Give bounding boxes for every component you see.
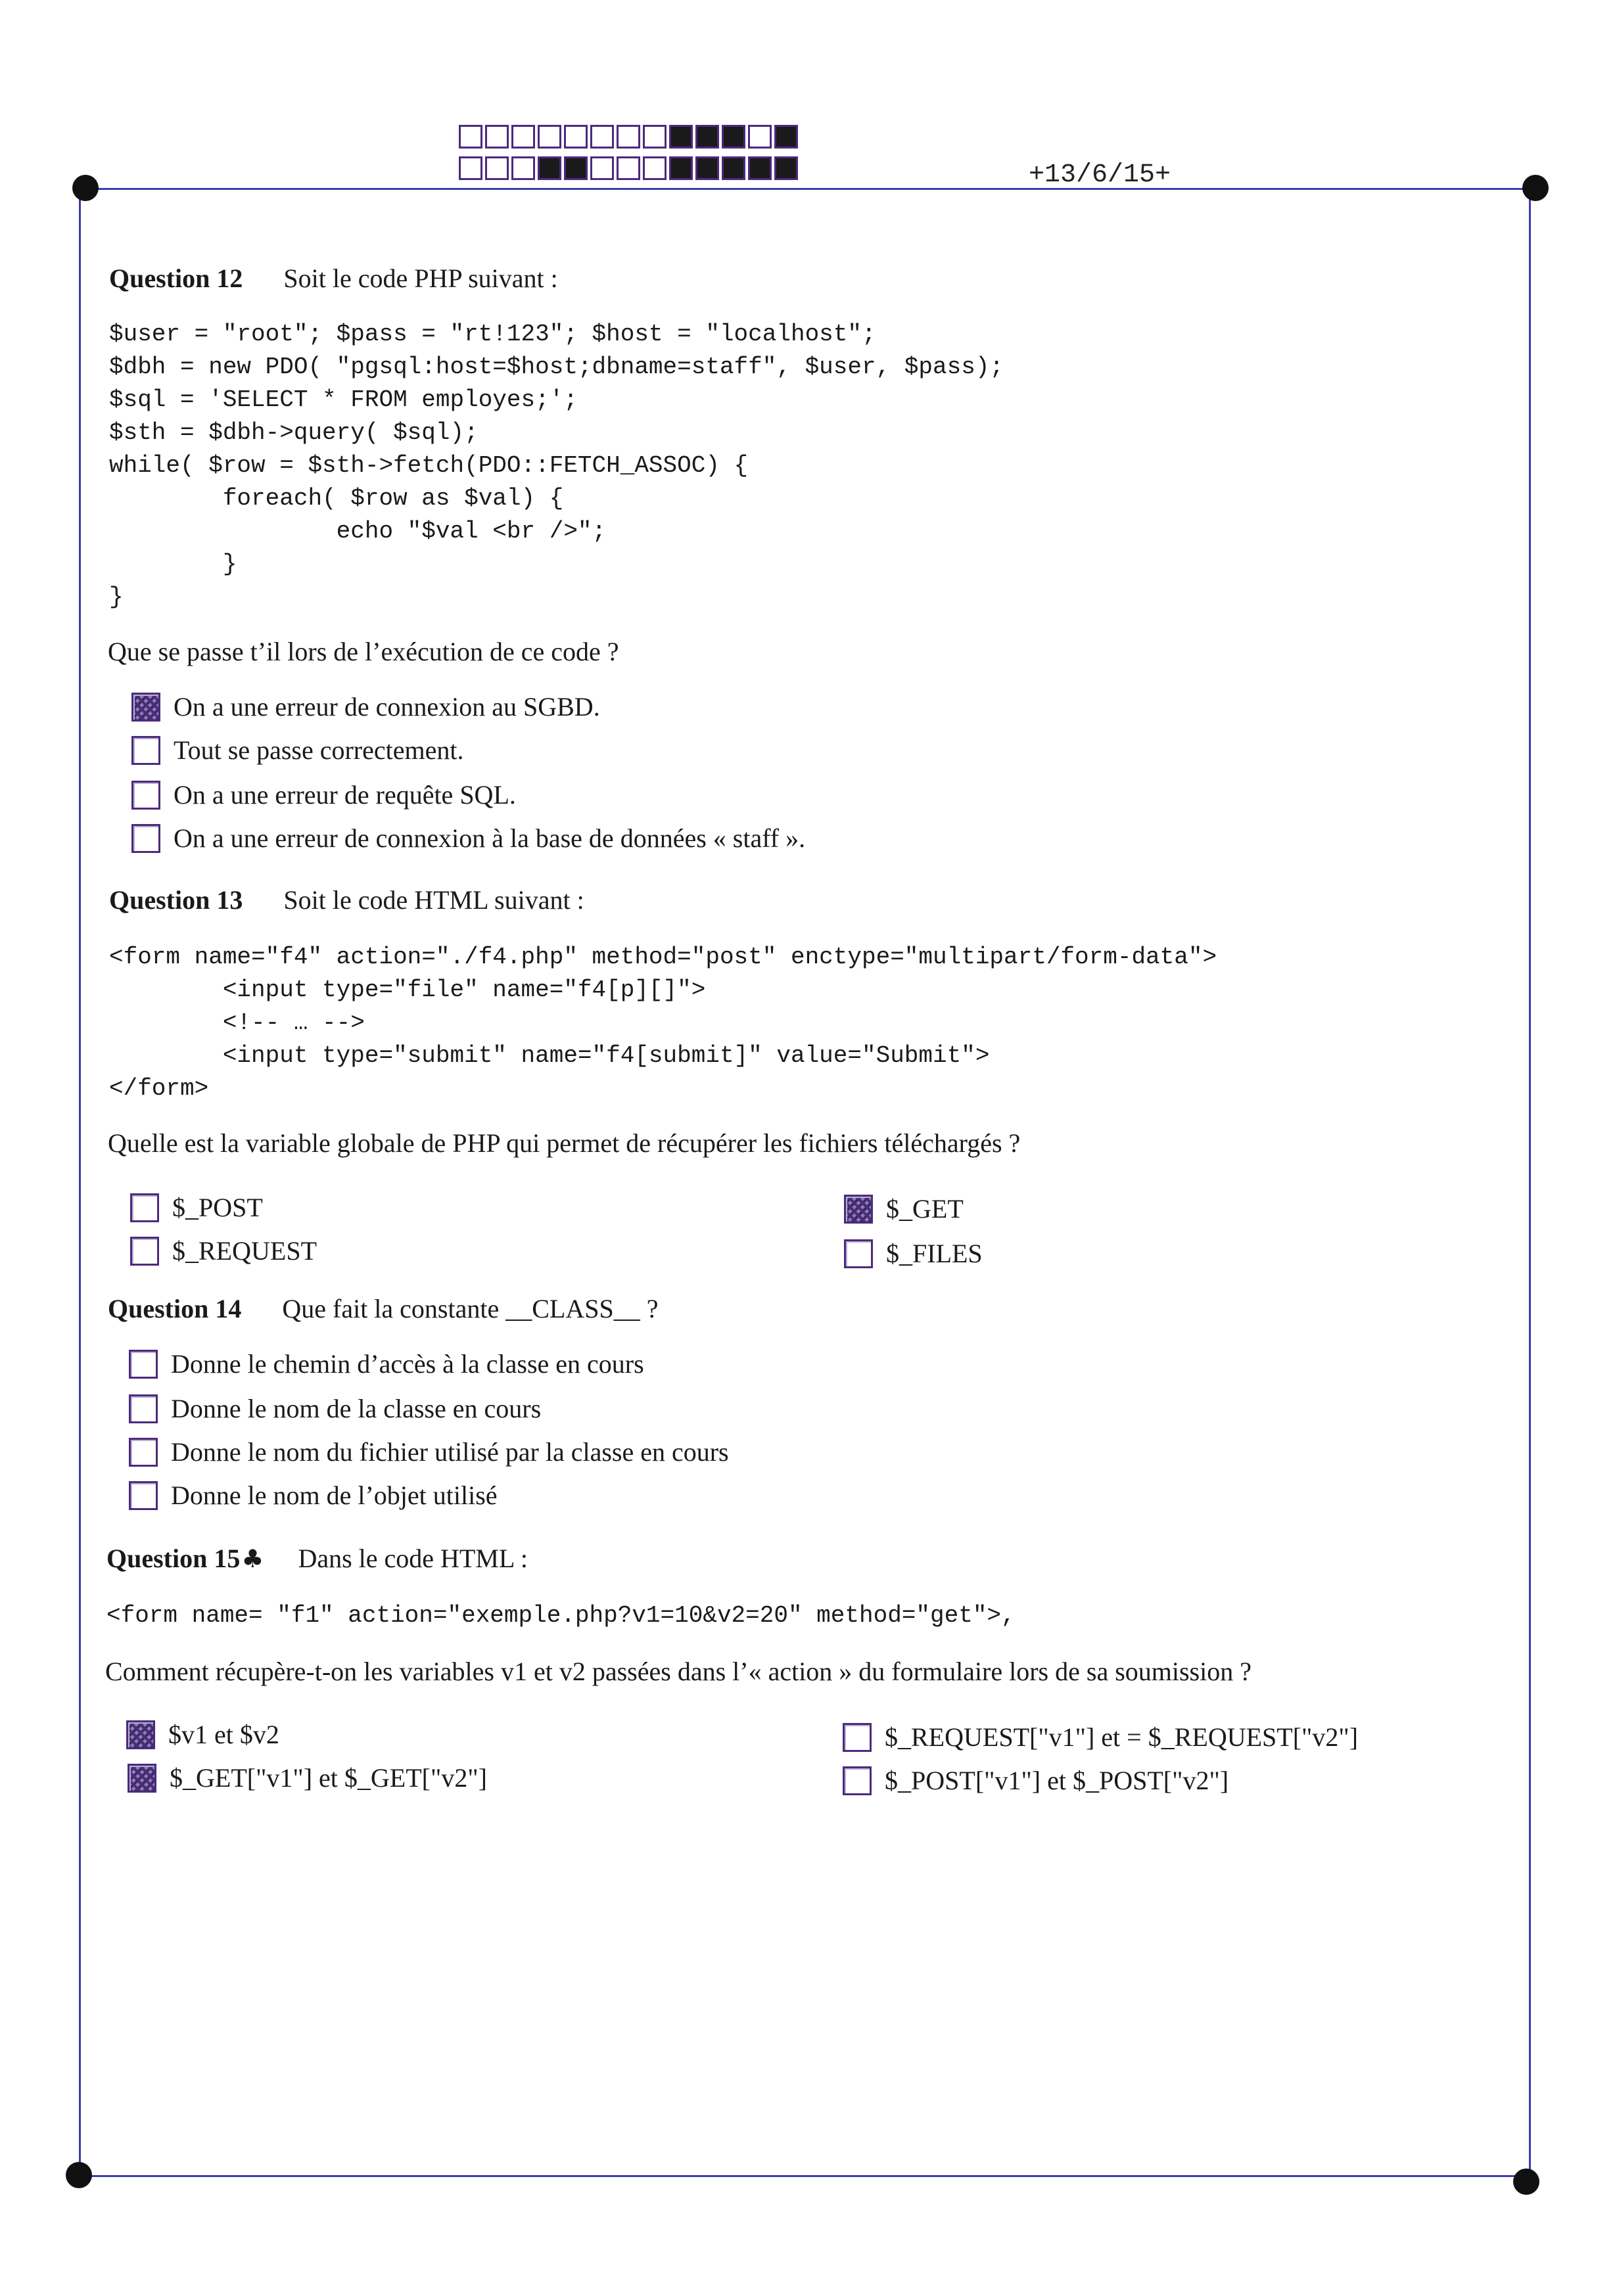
code-line: $user = "root"; $pass = "rt!123"; $host = "localhost"; <box>109 321 876 348</box>
code-line: <form name="f4" action="./f4.php" method="post" enctype="multipart/form-data"> <box>109 944 1217 971</box>
question-intro: Que fait la constante __CLASS__ ? <box>282 1294 659 1323</box>
checkbox[interactable] <box>130 1237 159 1266</box>
checkbox[interactable] <box>129 1350 158 1379</box>
id-grid-cell <box>748 125 772 149</box>
corner-marker-top-left <box>72 175 99 201</box>
question-intro: Dans le code HTML : <box>298 1544 528 1573</box>
id-grid-cell <box>774 156 798 180</box>
id-grid-cell <box>485 125 509 149</box>
frame-left-line <box>79 188 81 2175</box>
option-label: $_POST <box>172 1193 263 1222</box>
id-grid-cell <box>459 125 482 149</box>
question-14-heading <box>108 1293 658 1324</box>
corner-marker-bottom-left <box>66 2162 92 2188</box>
answer-option[interactable] <box>131 779 516 810</box>
checkbox[interactable] <box>129 1481 158 1510</box>
checkbox-checked[interactable] <box>128 1764 156 1793</box>
id-grid-cell <box>643 125 667 149</box>
checkbox-checked[interactable] <box>844 1195 873 1224</box>
option-label: $_FILES <box>886 1239 983 1268</box>
option-label: On a une erreur de connexion à la base de données « staff ». <box>174 823 806 853</box>
code-line: <input type="submit" name="f4[submit]" value="Submit"> <box>109 1042 990 1069</box>
answer-option[interactable] <box>131 691 600 722</box>
checkbox[interactable] <box>131 824 160 853</box>
id-grid-bottom <box>459 156 801 180</box>
option-label: $_POST["v1"] et $_POST["v2"] <box>885 1766 1229 1795</box>
question-12-prompt: Que se passe t’il lors de l’exécution de ce code ? <box>108 637 619 666</box>
code-line: } <box>109 551 237 578</box>
code-line: } <box>109 584 124 610</box>
id-grid-cell <box>669 156 693 180</box>
option-label: $_REQUEST <box>172 1236 317 1266</box>
code-line: while( $row = $sth->fetch(PDO::FETCH_ASSOC) { <box>109 452 749 479</box>
id-grid-top <box>459 125 801 149</box>
answer-option[interactable] <box>128 1762 487 1793</box>
option-label: $_GET["v1"] et $_GET["v2"] <box>170 1763 487 1793</box>
checkbox[interactable] <box>843 1766 872 1795</box>
answer-option[interactable] <box>130 1192 263 1223</box>
frame-top-line <box>85 188 1538 190</box>
id-grid-cell <box>511 125 535 149</box>
club-icon: ♣ <box>241 1544 264 1573</box>
question-number: Question 12 <box>109 264 243 293</box>
option-label: $v1 et $v2 <box>168 1720 279 1749</box>
answer-option[interactable] <box>129 1480 498 1511</box>
option-label: On a une erreur de connexion au SGBD. <box>174 692 600 722</box>
frame-bottom-line <box>79 2175 1532 2177</box>
html-code-line: <form name= "f1" action="exemple.php?v1=10&v2=20" method="get">, <box>106 1602 1016 1629</box>
id-grid-cell <box>774 125 798 149</box>
code-line: </form> <box>109 1075 209 1102</box>
answer-option[interactable] <box>843 1765 1229 1796</box>
id-grid-cell <box>643 156 667 180</box>
question-number: Question 13 <box>109 885 243 915</box>
checkbox[interactable] <box>130 1193 159 1222</box>
id-grid-cell <box>617 125 640 149</box>
html-code-block <box>109 941 1217 1105</box>
question-intro: Soit le code HTML suivant : <box>283 885 584 915</box>
corner-marker-bottom-right <box>1513 2169 1539 2195</box>
id-grid-cell <box>538 156 561 180</box>
id-grid-cell <box>538 125 561 149</box>
answer-option[interactable] <box>129 1348 644 1379</box>
checkbox[interactable] <box>843 1723 872 1752</box>
question-number: Question 14 <box>108 1294 242 1323</box>
checkbox[interactable] <box>129 1394 158 1423</box>
corner-marker-top-right <box>1522 175 1549 201</box>
frame-right-line <box>1529 188 1531 2179</box>
code-line: <!-- … --> <box>109 1009 365 1036</box>
question-13-heading <box>109 884 584 915</box>
question-number: Question 15 <box>106 1544 241 1573</box>
question-15-heading <box>106 1543 528 1574</box>
id-grid-cell <box>669 125 693 149</box>
option-label: Donne le chemin d’accès à la classe en cours <box>171 1349 644 1379</box>
question-15-prompt: Comment récupère-t-on les variables v1 et v2 passées dans l’« action » du formulaire lors de sa soumission ? <box>105 1657 1252 1686</box>
answer-option[interactable] <box>844 1193 964 1224</box>
id-grid-cell <box>459 156 482 180</box>
id-grid-cell <box>590 156 614 180</box>
option-label: Donne le nom de la classe en cours <box>171 1394 542 1423</box>
id-grid-cell <box>590 125 614 149</box>
option-label: $_REQUEST["v1"] et = $_REQUEST["v2"] <box>885 1722 1359 1752</box>
answer-option[interactable] <box>129 1393 541 1424</box>
option-label: Donne le nom de l’objet utilisé <box>171 1481 498 1510</box>
option-label: Tout se passe correctement. <box>174 735 464 765</box>
option-label: Donne le nom du fichier utilisé par la classe en cours <box>171 1437 729 1467</box>
php-code-block <box>109 318 1004 614</box>
question-13-prompt: Quelle est la variable globale de PHP qui permet de récupérer les fichiers téléchargés ? <box>108 1128 1021 1158</box>
answer-option[interactable] <box>130 1235 317 1266</box>
page-id: +13/6/15+ <box>1029 160 1171 190</box>
id-grid-cell <box>485 156 509 180</box>
code-line: $sql = 'SELECT * FROM employes;'; <box>109 386 578 413</box>
checkbox[interactable] <box>844 1239 873 1268</box>
checkbox[interactable] <box>131 781 160 810</box>
id-grid-cell <box>564 156 588 180</box>
answer-option[interactable] <box>126 1719 279 1750</box>
code-line: $sth = $dbh->query( $sql); <box>109 419 479 446</box>
checkbox[interactable] <box>129 1438 158 1467</box>
checkbox-checked[interactable] <box>131 693 160 722</box>
id-grid-cell <box>511 156 535 180</box>
answer-option[interactable] <box>131 735 463 766</box>
id-grid-cell <box>617 156 640 180</box>
checkbox-checked[interactable] <box>126 1720 155 1749</box>
code-line: <input type="file" name="f4[p][]"> <box>109 976 706 1003</box>
id-grid-cell <box>722 156 745 180</box>
id-grid-cell <box>695 156 719 180</box>
answer-option[interactable] <box>843 1722 1358 1753</box>
id-grid-cell <box>564 125 588 149</box>
code-line: foreach( $row as $val) { <box>109 485 564 512</box>
code-line: echo "$val <br />"; <box>109 518 607 545</box>
option-label: $_GET <box>886 1194 964 1224</box>
question-intro: Soit le code PHP suivant : <box>283 264 558 293</box>
option-label: On a une erreur de requête SQL. <box>174 780 516 810</box>
id-grid-cell <box>748 156 772 180</box>
id-grid-cell <box>695 125 719 149</box>
code-line: $dbh = new PDO( "pgsql:host=$host;dbname=staff", $user, $pass); <box>109 354 1004 380</box>
id-grid-cell <box>722 125 745 149</box>
question-12-heading <box>109 263 558 294</box>
answer-option[interactable] <box>129 1436 729 1467</box>
checkbox[interactable] <box>131 736 160 765</box>
answer-option[interactable] <box>131 823 805 854</box>
answer-option[interactable] <box>844 1238 983 1269</box>
